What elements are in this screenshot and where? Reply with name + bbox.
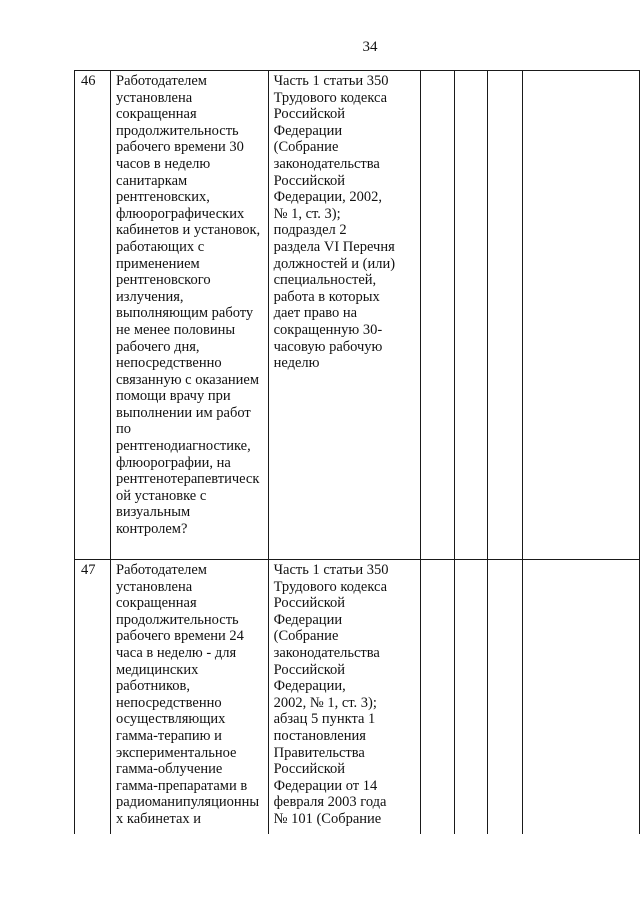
reference-line: Российской [273,595,346,612]
requirement-line: сокращенная [116,595,197,612]
notes-cell[interactable] [523,71,640,560]
reference-line: Трудового кодекса [273,578,388,595]
requirement-line: гамма-препаратами в [116,777,248,794]
requirement-line: не менее половины [116,321,236,338]
reference-line: Часть 1 статьи 350 [273,562,389,578]
reference-line: Российской [273,172,346,189]
requirement-line: экспериментальное [116,744,237,761]
requirement-line: гамма-терапию и [116,727,222,744]
reference-line: № 101 (Собрание [273,810,382,827]
reference-line: 2002, № 1, ст. 3); [273,694,377,711]
requirement-line: гамма-облучение [116,761,223,778]
reference-line: Федерации [273,611,343,628]
row-number: 46 [75,71,111,560]
reference-line: законодательства [273,155,380,172]
requirement-line: рабочего времени 24 [116,628,244,645]
requirement-line: помощи врачу при [116,388,231,405]
reference-line: должностей и (или) [273,255,396,272]
requirement-line: радиоманипуляционны [116,794,260,811]
reference-line: работа в которых [273,288,380,305]
requirement-line: флюорографии, на [116,454,231,471]
requirement-line: визуальным [116,504,191,521]
requirement-line: контролем? [116,521,188,538]
requirement-line: рентгеновских, [116,189,210,206]
requirement-line: установлена [116,89,193,106]
requirement-line: применением [116,255,200,272]
reference-line: раздела VI Перечня [273,238,395,255]
reference-line: Российской [273,106,346,123]
requirement-line: Работодателем [116,562,207,578]
requirement-line: работающих с [116,238,205,255]
requirement-line: выполнении им работ [116,404,251,421]
reference-line: Федерации [273,122,343,139]
requirement-line: по [116,421,132,438]
check-cell-na[interactable] [487,560,523,835]
requirement-line: выполняющим работу [116,305,254,322]
reference-line: Трудового кодекса [273,89,388,106]
reference-line: дает право на [273,305,358,322]
requirement-line: рабочего дня, [116,338,200,355]
requirement-line: флюорографических [116,205,245,222]
requirement-line: х кабинетах и [116,810,202,827]
reference-line: абзац 5 пункта 1 [273,711,376,728]
requirement-line: часов в неделю [116,155,211,172]
requirement-line: непосредственно [116,355,222,372]
requirement-line: медицинских [116,661,199,678]
reference-line: неделю [273,355,320,372]
requirement-line: рентгенодиагностике, [116,438,251,455]
reference-line: сокращенную 30- [273,321,383,338]
requirement-line: сокращенная [116,106,197,123]
reference-line: Федерации, 2002, [273,189,382,206]
requirement-line: непосредственно [116,694,222,711]
row-number: 47 [75,560,111,835]
reference-line: часовую рабочую [273,338,383,355]
reference-line: Федерации, [273,678,346,695]
notes-cell[interactable] [523,560,640,835]
check-cell-na[interactable] [487,71,523,560]
reference-line: Федерации от 14 [273,777,378,794]
requirement-line: рентгеновского [116,272,211,289]
requirement-cell [111,560,269,835]
reference-line: подраздел 2 [273,222,347,239]
requirement-line: работников, [116,678,191,695]
requirement-line: кабинетов и установок, [116,222,261,239]
reference-cell [268,560,420,835]
table-row [75,71,640,560]
reference-line: (Собрание [273,628,339,645]
check-cell-yes[interactable] [420,71,454,560]
requirement-line: ой установке с [116,487,207,504]
requirement-line: рабочего времени 30 [116,139,244,156]
requirement-line: Работодателем [116,73,207,89]
reference-line: Российской [273,661,346,678]
reference-line: специальностей, [273,272,377,289]
check-cell-yes[interactable] [420,560,454,835]
requirement-line: связанную с оказанием [116,371,260,388]
requirement-line: продолжительность [116,122,239,139]
check-cell-no[interactable] [454,71,487,560]
check-cell-no[interactable] [454,560,487,835]
requirement-line: санитаркам [116,172,188,189]
reference-line: № 1, ст. 3); [273,205,341,222]
page-number: 34 [362,39,378,55]
requirements-table [74,70,640,834]
reference-cell [268,71,420,560]
reference-line: постановления [273,727,366,744]
requirement-line: часа в неделю - для [116,644,237,661]
reference-line: законодательства [273,644,380,661]
requirement-line: рентгенотерапевтическ [116,471,260,488]
reference-line: Российской [273,761,346,778]
table-row [75,560,640,835]
reference-line: февраля 2003 года [273,794,387,811]
requirement-line: излучения, [116,288,184,305]
requirement-line: установлена [116,578,193,595]
reference-line: Часть 1 статьи 350 [273,73,389,89]
reference-line: (Собрание [273,139,339,156]
requirement-line: осуществляющих [116,711,226,728]
reference-line: Правительства [273,744,365,761]
requirement-cell [111,71,269,560]
requirement-line: продолжительность [116,611,239,628]
